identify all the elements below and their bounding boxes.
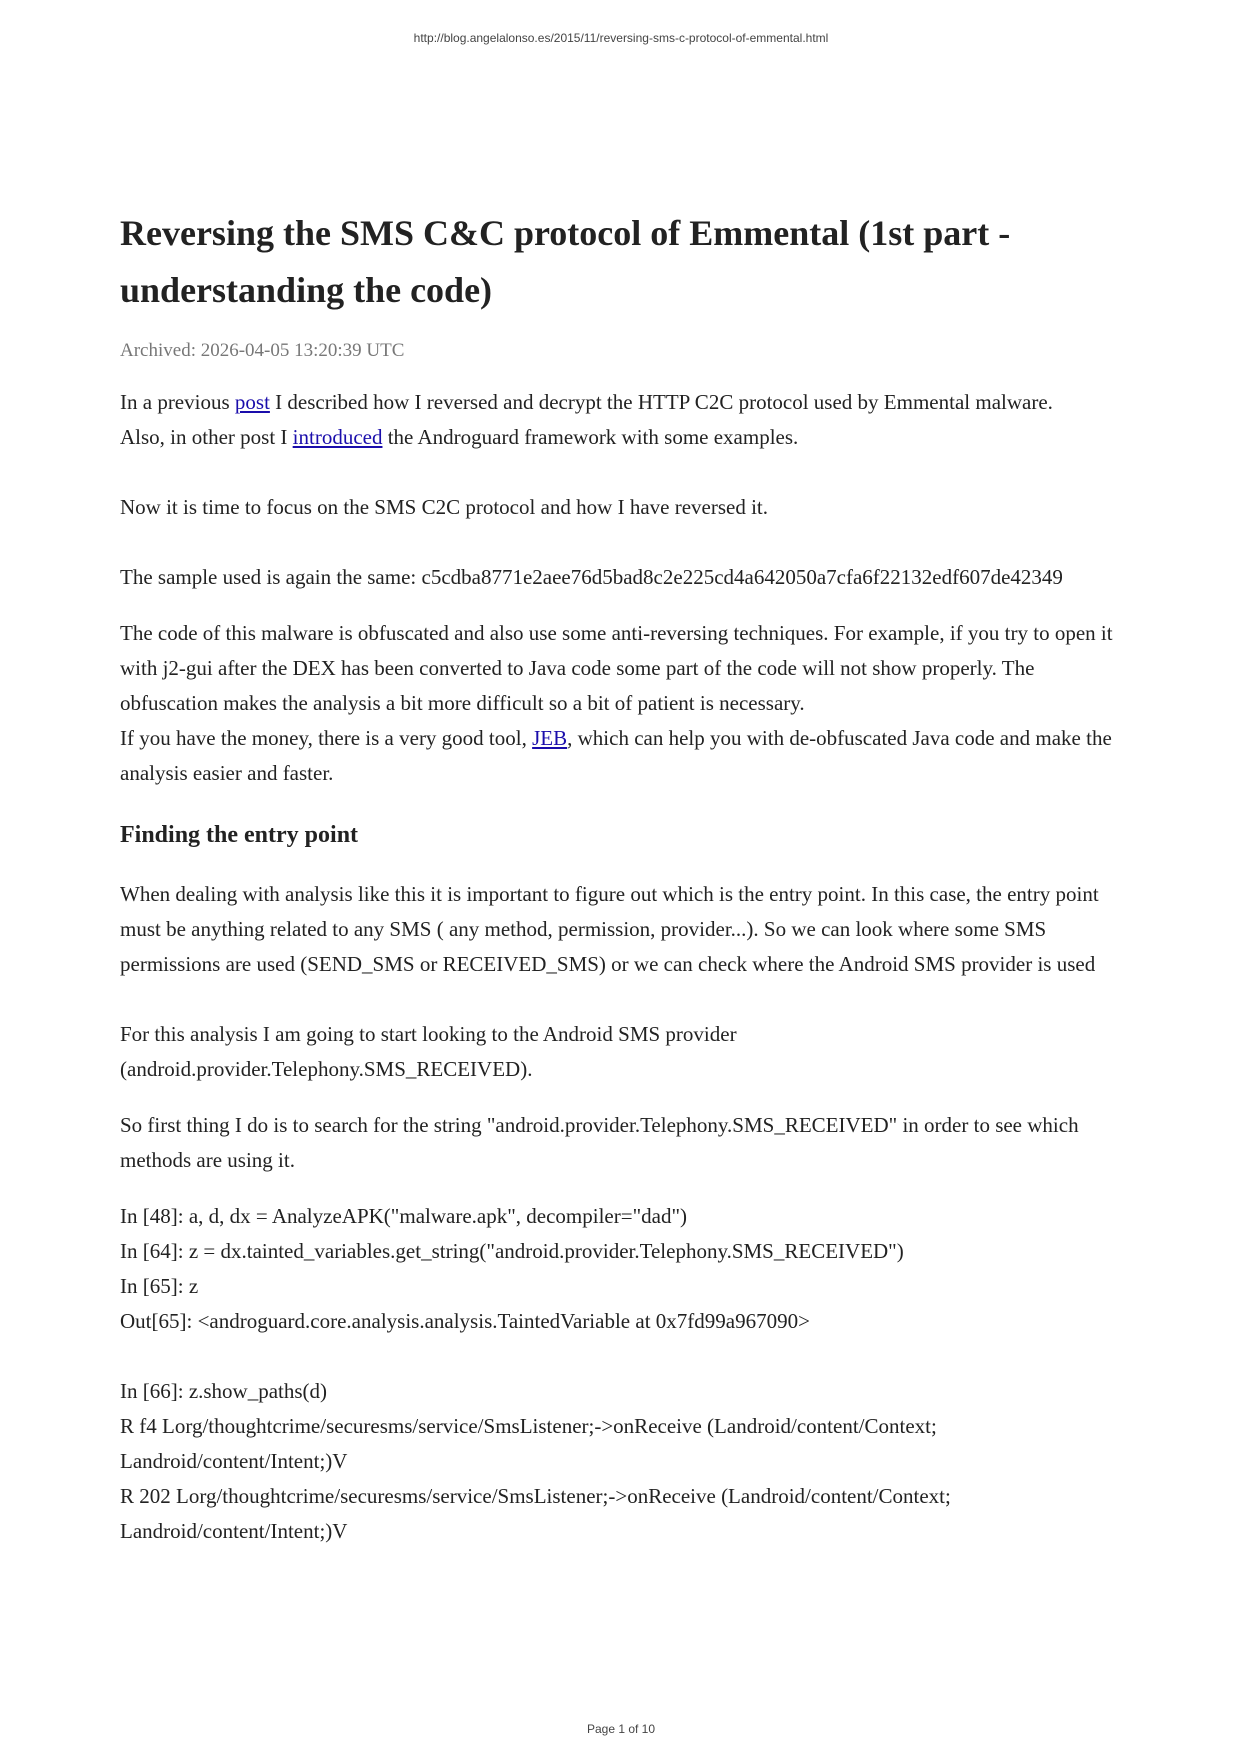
post-link[interactable]: post [234,390,270,414]
code-line: In [65]: z [120,1274,199,1298]
entry-point-paragraph: When dealing with analysis like this it is important to figure out which is the entry point. In this case, the entry point must be anything related to any SMS ( any method, permission, provider...). So we can look where some SMS permissions are used (SEND_SMS or RECEIVED_SMS) or we can check where the Android SMS provider is used [120,882,1099,976]
jeb-text-2: , which can help you with de-obfuscated Java code and make the analysis easier and faster. [120,726,1112,785]
code-line: In [66]: z.show_paths(d) [120,1379,328,1403]
code-line: R f4 Lorg/thoughtcrime/securesms/service/SmsListener;->onReceive (Landroid/content/Context; Landroid/content/Intent;)V [120,1414,937,1473]
intro-text-1: In a previous [120,390,235,414]
jeb-link[interactable]: JEB [532,726,568,750]
page-url-header: http://blog.angelalonso.es/2015/11/reversing-sms-c-protocol-of-emmental.html [413,31,829,45]
code-line: R 202 Lorg/thoughtcrime/securesms/service/SmsListener;->onReceive (Landroid/content/Context; Landroid/content/Intent;)V [120,1484,951,1543]
intro-text-4: the Androguard framework with some examples. [382,425,799,449]
obfuscation-text: The code of this malware is obfuscated and also use some anti-reversing techniques. For example, if you try to open it with j2-gui after the DEX has been converted to Java code some part of the code will not show properly. The obfuscation makes the analysis a bit more difficult so a bit of patient is necessary. [120,621,1113,715]
code-block-1 [120,1199,1130,1339]
page-number-footer: Page 1 of 10 [586,1722,656,1736]
article-title: Reversing the SMS C&C protocol of Emmental (1st part - understanding the code) [120,213,1011,310]
code-line: In [64]: z = dx.tainted_variables.get_string("android.provider.Telephony.SMS_RECEIVED") [120,1239,904,1263]
entry-point-heading: Finding the entry point [120,822,359,848]
intro-paragraph [120,385,1130,455]
code-block-2 [120,1374,1130,1549]
intro-text-3: Also, in other post I [120,425,293,449]
provider-paragraph [120,1017,1130,1087]
sample-paragraph: The sample used is again the same: c5cdba8771e2aee76d5bad8c2e225cd4a642050a7cfa6f22132edf607de42349 [120,565,1063,589]
code-line: In [48]: a, d, dx = AnalyzeAPK("malware.apk", decompiler="dad") [120,1204,688,1228]
obfuscation-paragraph [120,616,1130,791]
code-line: Out[65]: <androguard.core.analysis.analysis.TaintedVariable at 0x7fd99a967090> [120,1309,810,1333]
sms-focus-paragraph: Now it is time to focus on the SMS C2C protocol and how I have reversed it. [120,495,768,519]
archived-date: Archived: 2026-04-05 13:20:39 UTC [120,340,405,361]
provider-text-1: For this analysis I am going to start looking to the Android SMS provider [120,1022,737,1046]
jeb-text-1: If you have the money, there is a very good tool, [120,726,533,750]
provider-text-2: (android.provider.Telephony.SMS_RECEIVED). [120,1057,533,1081]
intro-text-2: I described how I reversed and decrypt the HTTP C2C protocol used by Emmental malware. [269,390,1053,414]
article [120,205,1130,1549]
search-paragraph: So first thing I do is to search for the string "android.provider.Telephony.SMS_RECEIVED" in order to see which methods are using it. [120,1113,1079,1172]
introduced-link[interactable]: introduced [292,425,383,449]
